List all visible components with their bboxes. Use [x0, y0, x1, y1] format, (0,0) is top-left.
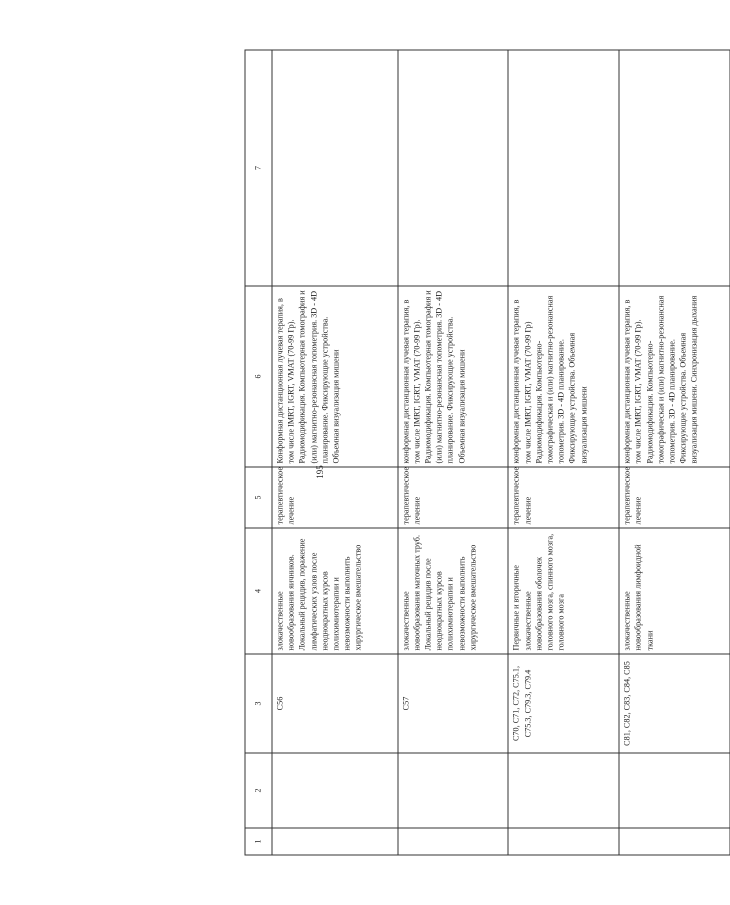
empty-cell: [508, 50, 619, 286]
empty-cell: [397, 753, 508, 828]
method-cell: конформная дистанционная лучевая терапия, в том числе IMRT, IGRT, VMAT (70-99 Гр). Радиомодификация. Компьютерно-томографическая и (или) магнитно-резонансная топометрия. 3D - 4D планирование. Фиксирующие устройства. Объемная визуализация мишени. Синхронизация дыхания: [619, 286, 730, 467]
method-cell: Конформная дистанционная лучевая терапия, в том числе IMRT, IGRT, VMAT (70-99 Гр). Радиомодификация. Компьютерная томография и (или) магнитно-резонансная топометрия. 3D - 4D планирование. Фиксирующие устройства. Объемная визуализация мишени: [272, 286, 398, 467]
empty-cell: [508, 828, 619, 855]
treatment-type-cell: терапевтическое лечение: [272, 467, 398, 528]
diagnosis-cell: злокачественные новообразования лимфоидной ткани: [619, 528, 730, 654]
empty-cell: [508, 753, 619, 828]
empty-cell: [272, 828, 398, 855]
empty-cell: [619, 753, 730, 828]
column-number-1: 1: [245, 828, 272, 855]
method-cell: конформная дистанционная лучевая терапия, в том числе IMRT, IGRT, VMAT (70-99 Гр) Радиомодификация. Компьютерно-томографическая и (или) магнитно-резонансная топометрия. 3D - 4D планирование. Фиксирующие устройства. Объемная визуализация мишени: [508, 286, 619, 467]
empty-cell: [272, 50, 398, 286]
column-number-row: [245, 50, 272, 855]
diagnosis-cell: злокачественные новообразования яичников. Локальный рецидив, поражение лимфатических узлов после неоднократных курсов полихимиотерапии и невозможности выполнить хирургическое вмешательство: [272, 528, 398, 654]
empty-cell: [397, 828, 508, 855]
column-number-3: 3: [245, 654, 272, 753]
empty-cell: [619, 828, 730, 855]
empty-cell: [397, 50, 508, 286]
empty-cell: [272, 753, 398, 828]
icd-codes-cell: C70, C71, C72, C75.1, C75.3, C79.3, C79.4: [508, 654, 619, 753]
icd-codes-cell: C57: [397, 654, 508, 753]
icd-codes-cell: C81, C82, C83, C84, C85: [619, 654, 730, 753]
column-number-2: 2: [245, 753, 272, 828]
table-row: [397, 50, 508, 855]
method-cell: конформная дистанционная лучевая терапия, в том числе IMRT, IGRT, VMAT (70-99 Гр). Радиомодификация. Компьютерная томография и (или) магнитно-резонансная топометрия. 3D - 4D планирование. Фиксирующие устройства. Объемная визуализация мишени: [397, 286, 508, 467]
treatment-type-cell: терапевтическое лечение: [397, 467, 508, 528]
treatment-type-cell: терапевтическое лечение: [619, 467, 730, 528]
icd-codes-cell: C56: [272, 654, 398, 753]
column-number-7: 7: [245, 50, 272, 286]
table-row: [619, 50, 730, 855]
diagnosis-cell: злокачественные новообразования маточных труб. Локальный рецидив после неоднократных курсов полихимиотерапии и невозможности выполнить хирургическое вмешательство: [397, 528, 508, 654]
column-number-4: 4: [245, 528, 272, 654]
column-number-5: 5: [245, 467, 272, 528]
table-row: [508, 50, 619, 855]
treatment-table: [244, 49, 730, 855]
diagnosis-cell: Первичные и вторичные злокачественные новообразования оболочек головного мозга, спинного мозга, головного мозга: [508, 528, 619, 654]
table-row: [272, 50, 398, 855]
treatment-type-cell: терапевтическое лечение: [508, 467, 619, 528]
empty-cell: [619, 50, 730, 286]
page-number: 195: [315, 465, 325, 479]
treatment-table-wrapper: [244, 50, 730, 855]
column-number-6: 6: [245, 286, 272, 467]
